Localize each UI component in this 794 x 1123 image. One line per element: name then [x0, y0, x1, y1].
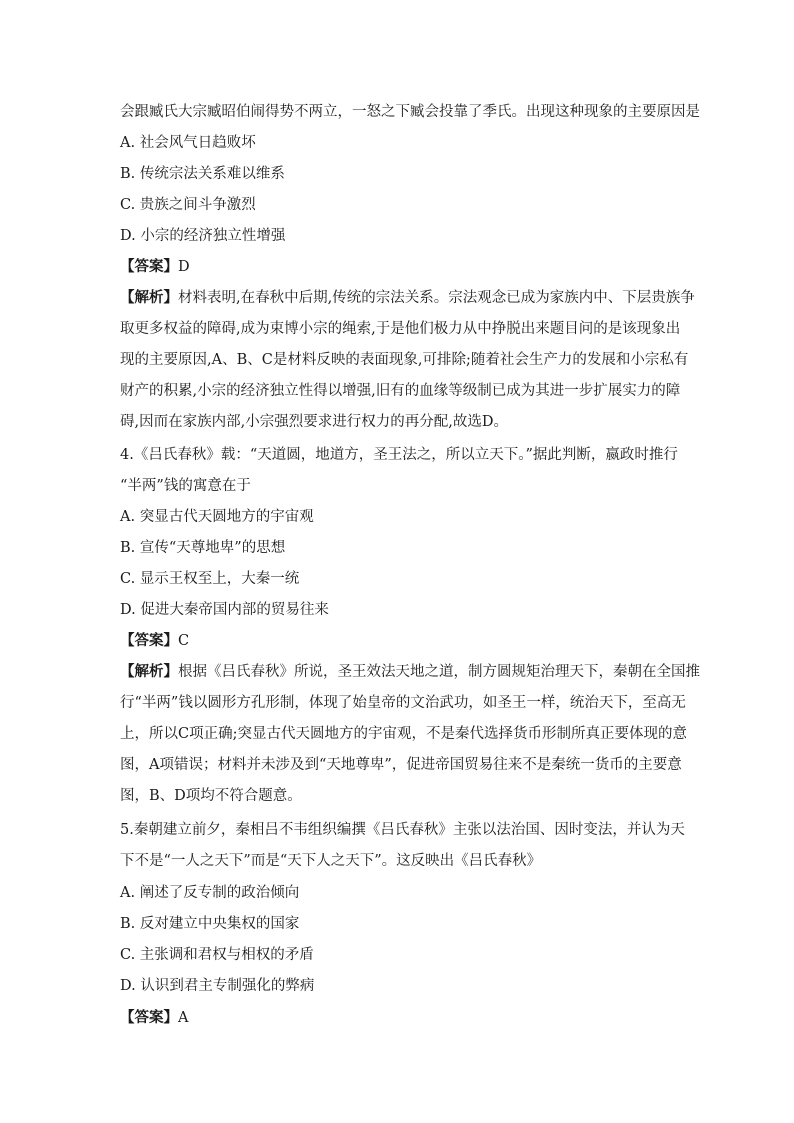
q4-answer-label: 【答案】: [120, 632, 178, 649]
q3-option-b: B. 传统宗法关系难以维系: [120, 166, 285, 182]
q4-explain-label: 【解析】: [120, 663, 178, 680]
q4-option-c: C. 显示王权至上，大秦一统: [120, 571, 300, 587]
q3-explain-label: 【解析】: [120, 289, 178, 306]
q3-answer-value: D: [178, 259, 190, 275]
q4-explain-text-1: 根据《吕氏春秋》所说，圣王效法天地之道，制方圆规矩治理天下，秦朝在全国推: [178, 664, 700, 680]
q5-answer-label: 【答案】: [120, 1009, 178, 1026]
q3-option-c: C. 贵族之间斗争激烈: [120, 197, 256, 213]
q5-option-b: B. 反对建立中央集权的国家: [120, 916, 300, 932]
q5-option-d: D. 认识到君主专制强化的弊病: [120, 978, 315, 994]
q3-explanation-line-4: 财产的积累,小宗的经济独立性得以增强,旧有的血缘等级制已成为其进一步扩展实力的障: [120, 383, 681, 399]
q4-explanation-line-5: 图，B、D项均不符合题意。: [120, 788, 302, 804]
q4-stem-line-2: “半两”钱的寓意在于: [120, 478, 251, 494]
q4-explanation-line-3: 上，所以C项正确;突显古代天圆地方的宇宙观，不是秦代选择货币形制所真正要体现的意: [120, 726, 687, 742]
q3-answer-label: 【答案】: [120, 258, 178, 275]
q4-stem-line-1: 4.《吕氏春秋》载：“天道圆，地道方，圣王法之，所以立天下。”据此判断，嬴政时推行: [120, 447, 678, 463]
q4-option-a: A. 突显古代天圆地方的宇宙观: [120, 509, 314, 525]
q3-explanation-line-3: 现的主要原因,A、B、C是材料反映的表面现象,可排除;随着社会生产力的发展和小宗私有: [120, 352, 689, 368]
q4-option-b: B. 宣传“天尊地卑”的思想: [120, 540, 286, 556]
q3-option-a: A. 社会风气日趋败坏: [120, 135, 256, 151]
q5-stem-line-1: 5.秦朝建立前夕，秦相吕不韦组织编撰《吕氏春秋》主张以法治国、因时变法，并认为天: [120, 822, 685, 838]
q4-answer-value: C: [178, 633, 190, 649]
q5-option-a: A. 阐述了反专制的政治倾向: [120, 885, 300, 901]
q3-explanation-line-1: [120, 288, 695, 308]
q5-answer: [120, 1008, 188, 1028]
q3-explanation-line-2: 取更多权益的障碍,成为束博小宗的绳索,于是他们极力从中挣脱出来题目问的是该现象出: [120, 321, 681, 337]
q3-option-d: D. 小宗的经济独立性增强: [120, 228, 286, 244]
q4-option-d: D. 促进大秦帝国内部的贸易往来: [120, 602, 329, 618]
q5-stem-line-2: 下不是“一人之天下”而是“天下人之天下”。这反映出《吕氏春秋》: [120, 853, 542, 869]
q5-option-c: C. 主张调和君权与相权的矛盾: [120, 947, 314, 963]
q3-lead-text: 会跟臧氏大宗臧昭伯闹得势不两立，一怒之下臧会投靠了季氏。出现这种现象的主要原因是: [120, 104, 700, 120]
q4-explanation-line-1: [120, 662, 700, 682]
q3-explain-text-1: 材料表明,在春秋中后期,传统的宗法关系。宗法观念已成为家族内中、下层贵族争: [178, 290, 695, 306]
q4-answer: [120, 631, 189, 651]
q4-explanation-line-2: 行“半两”钱以圆形方孔形制，体现了始皇帝的文治武功，如圣王一样，统治天下，至高无: [120, 695, 686, 711]
q4-explanation-line-4: 图，A项错误；材料并未涉及到“天地尊卑”，促进帝国贸易往来不是秦统一货币的主要意: [120, 757, 682, 773]
q5-answer-value: A: [178, 1010, 189, 1026]
q3-explanation-line-5: 碍,因而在家族内部,小宗强烈要求进行权力的再分配,故选D。: [120, 414, 508, 430]
q3-answer: [120, 257, 190, 277]
